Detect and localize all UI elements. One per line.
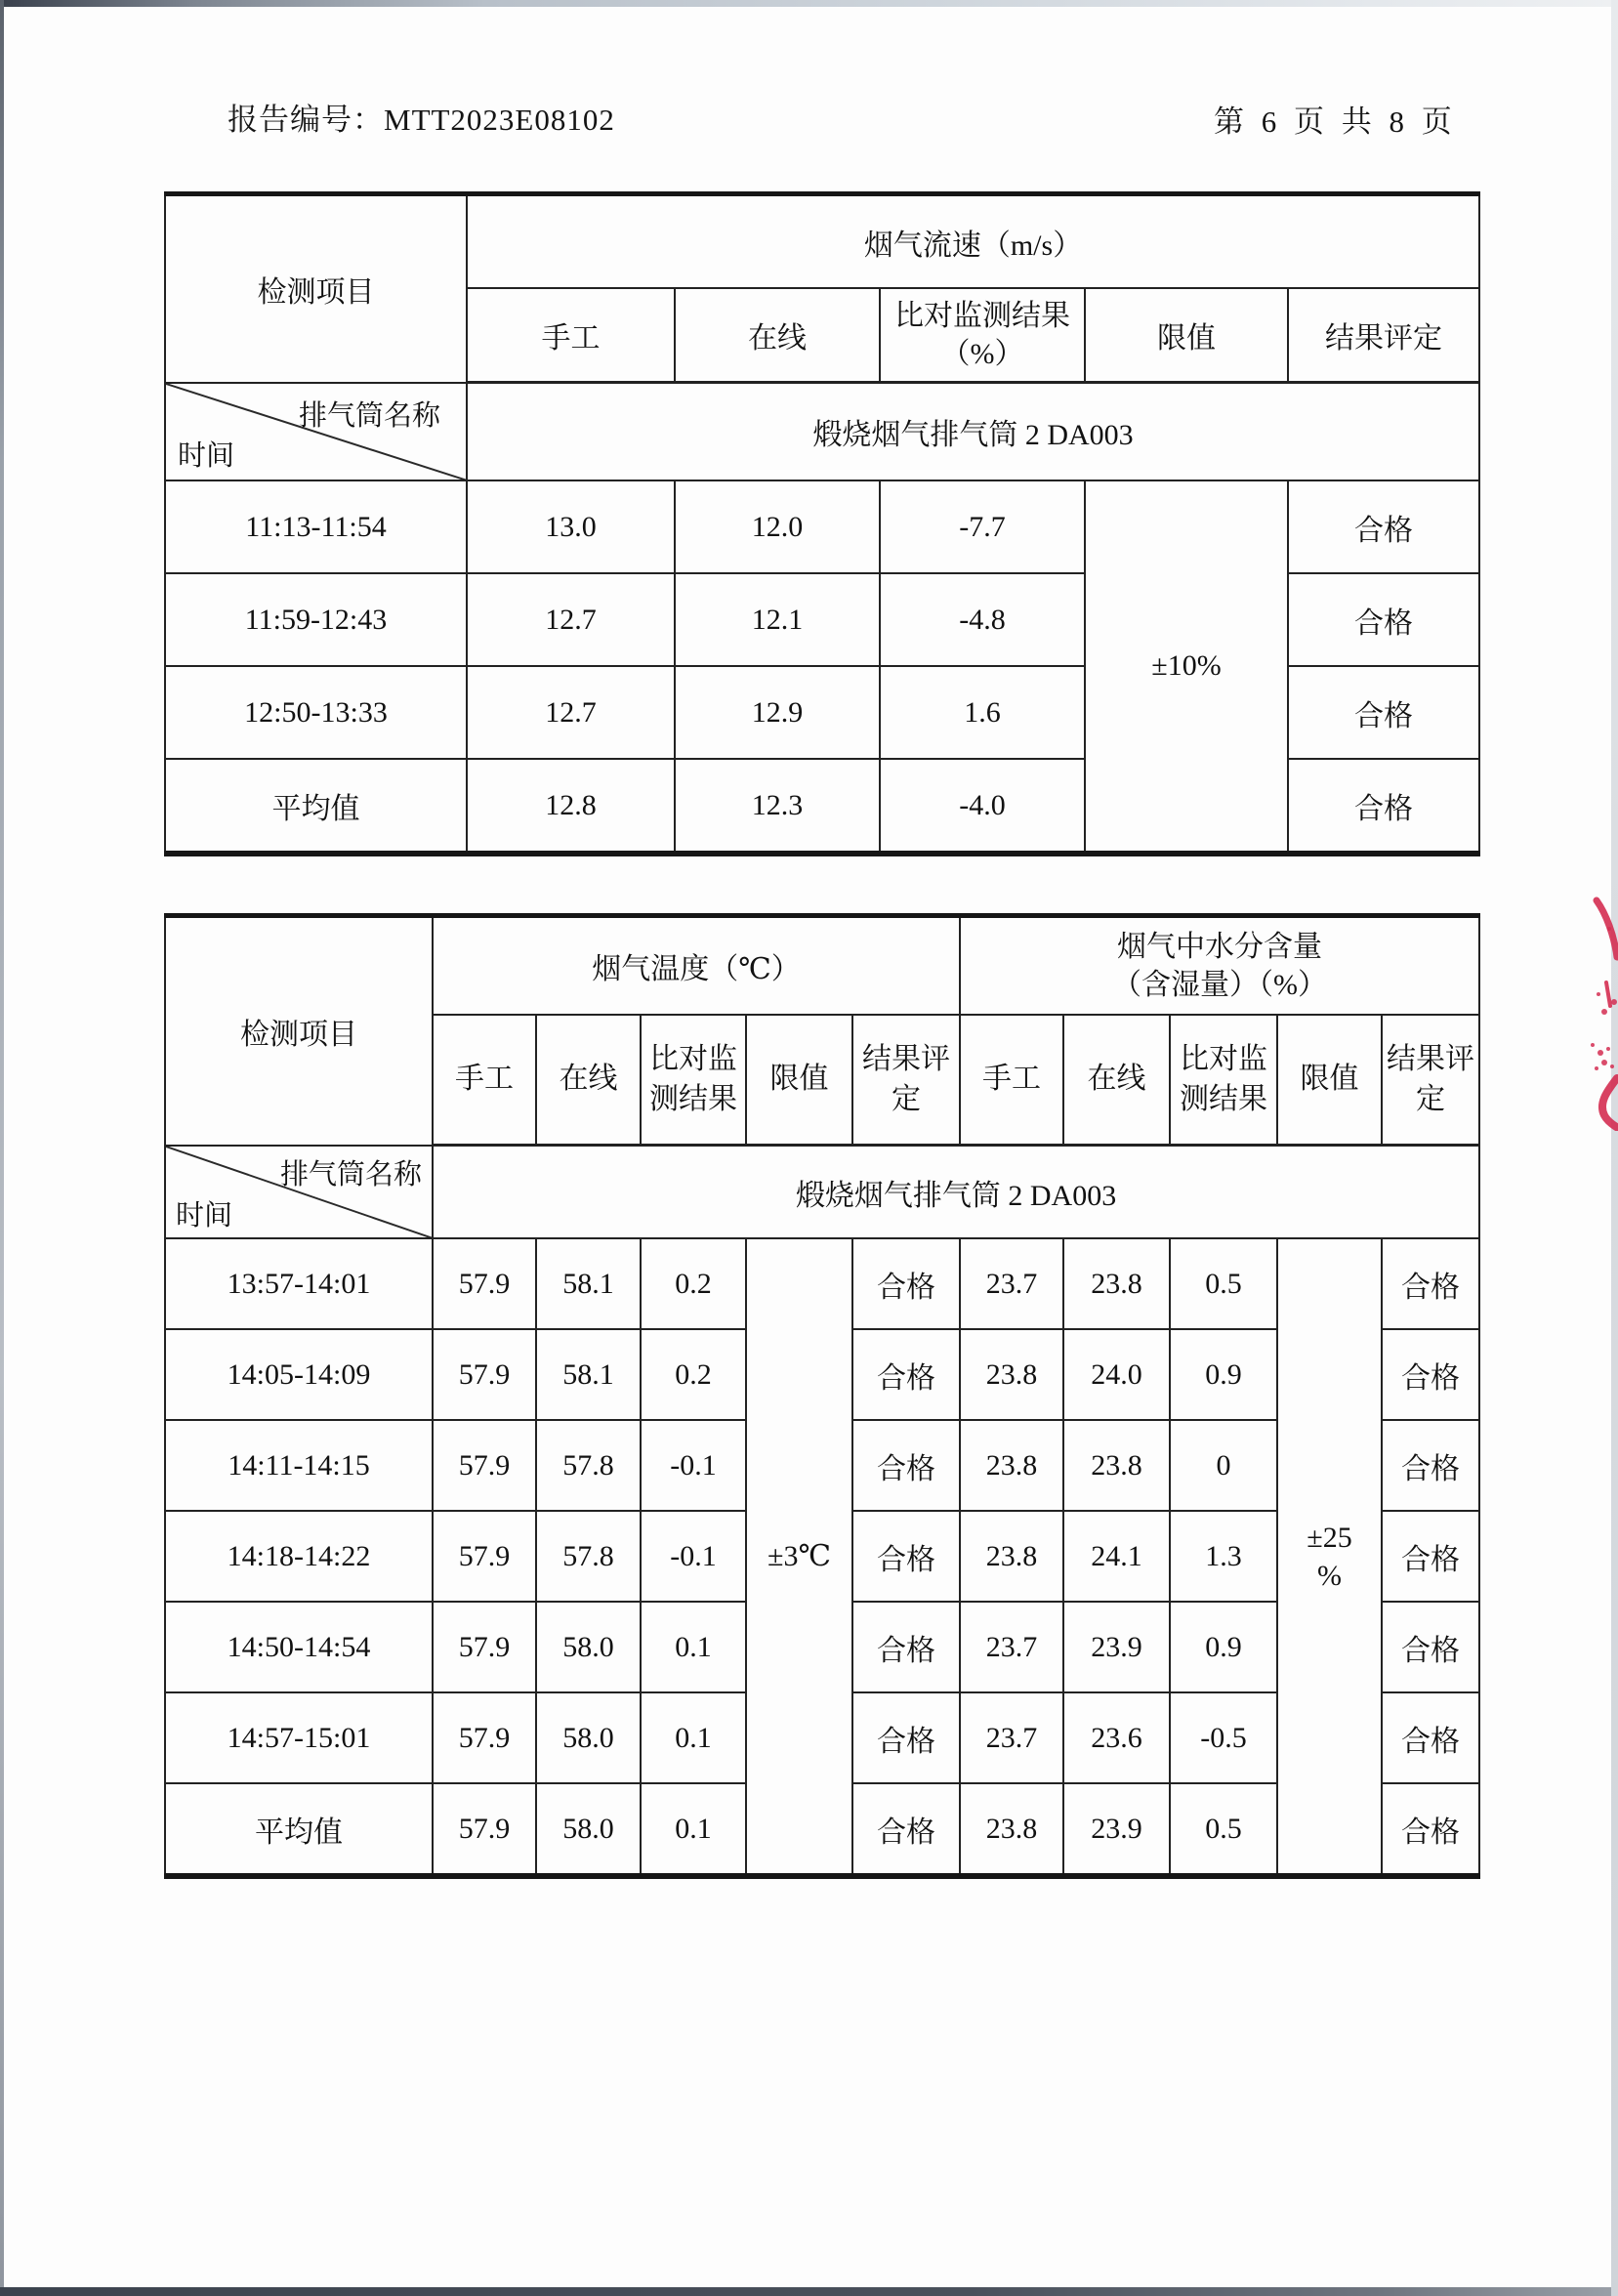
time-cell: 14:11-14:15	[165, 1420, 433, 1511]
result-value: 合格	[1288, 759, 1479, 854]
manual-value: 12.7	[467, 573, 675, 666]
corner-header: 检测项目	[165, 194, 467, 383]
moisture-limit-line2: %	[1317, 1559, 1343, 1592]
moisture-header-line2: （含湿量）（%）	[1112, 969, 1328, 1001]
group-header-velocity: 烟气流速（m/s）	[467, 194, 1479, 289]
moisture-manual-value: 23.8	[960, 1511, 1063, 1602]
temp-manual-value: 57.9	[433, 1692, 536, 1783]
temp-manual-value: 57.9	[433, 1329, 536, 1420]
moisture-compare-value: 0.5	[1170, 1783, 1277, 1876]
red-ink-mark	[1585, 897, 1618, 1131]
time-cell: 11:59-12:43	[165, 573, 467, 666]
moisture-online-value: 24.0	[1063, 1329, 1170, 1420]
col-header-limit: 限值	[1085, 288, 1288, 383]
moisture-manual-value: 23.7	[960, 1692, 1063, 1783]
moisture-manual-value: 23.7	[960, 1238, 1063, 1329]
moisture-manual-value: 23.8	[960, 1420, 1063, 1511]
group-header-moisture	[960, 916, 1479, 1016]
time-cell: 14:18-14:22	[165, 1511, 433, 1602]
temp-result-value: 合格	[852, 1511, 960, 1602]
moisture-limit-line1: ±25	[1307, 1521, 1352, 1554]
compare-value: -7.7	[880, 480, 1085, 573]
online-value: 12.3	[675, 759, 880, 854]
temp-online-value: 58.1	[536, 1329, 641, 1420]
manual-value: 13.0	[467, 480, 675, 573]
moisture-online-value: 23.6	[1063, 1692, 1170, 1783]
col-header-assessment: 结果评定	[1382, 1015, 1479, 1146]
result-value: 合格	[1288, 480, 1479, 573]
temp-result-value: 合格	[852, 1238, 960, 1329]
col-header-compare-result: 比对监测结果	[641, 1015, 746, 1146]
diagonal-label-stack-name: 排气筒名称	[279, 1158, 422, 1190]
temp-online-value: 58.0	[536, 1783, 641, 1876]
moisture-result-value: 合格	[1382, 1692, 1479, 1783]
time-cell: 14:05-14:09	[165, 1329, 433, 1420]
temp-online-value: 58.0	[536, 1692, 641, 1783]
col-header-limit: 限值	[746, 1015, 852, 1146]
scan-edge-right	[1611, 0, 1618, 2296]
result-value: 合格	[1288, 666, 1479, 759]
temp-manual-value: 57.9	[433, 1420, 536, 1511]
col-header-manual: 手工	[433, 1015, 536, 1146]
time-cell: 14:50-14:54	[165, 1602, 433, 1692]
time-cell: 14:57-15:01	[165, 1692, 433, 1783]
moisture-compare-value: 0.9	[1170, 1602, 1277, 1692]
stack-name: 煅烧烟气排气筒 2 DA003	[433, 1146, 1479, 1239]
temp-online-value: 58.0	[536, 1602, 641, 1692]
diagonal-label-time: 时间	[176, 1200, 233, 1231]
moisture-online-value: 23.9	[1063, 1783, 1170, 1876]
moisture-limit-value	[1277, 1238, 1382, 1876]
moisture-online-value: 23.8	[1063, 1238, 1170, 1329]
col-header-manual: 手工	[960, 1015, 1063, 1146]
online-value: 12.0	[675, 480, 880, 573]
moisture-manual-value: 23.8	[960, 1329, 1063, 1420]
diagonal-header-cell	[165, 383, 467, 481]
page-indicator: 第 6 页 共 8 页	[1214, 104, 1457, 139]
manual-value: 12.7	[467, 666, 675, 759]
col-header-online: 在线	[536, 1015, 641, 1146]
temp-compare-value: -0.1	[641, 1511, 746, 1602]
col-header-online: 在线	[1063, 1015, 1170, 1146]
temp-online-value: 57.8	[536, 1420, 641, 1511]
scan-edge-left	[0, 0, 4, 2296]
moisture-result-value: 合格	[1382, 1602, 1479, 1692]
moisture-compare-value: 0.9	[1170, 1329, 1277, 1420]
temp-compare-value: 0.1	[641, 1602, 746, 1692]
group-header-temperature: 烟气温度（℃）	[433, 916, 960, 1016]
moisture-online-value: 23.9	[1063, 1602, 1170, 1692]
online-value: 12.1	[675, 573, 880, 666]
temp-compare-value: 0.2	[641, 1238, 746, 1329]
time-cell: 平均值	[165, 1783, 433, 1876]
moisture-result-value: 合格	[1382, 1420, 1479, 1511]
temp-manual-value: 57.9	[433, 1238, 536, 1329]
temp-limit-value: ±3℃	[746, 1238, 852, 1876]
compare-value: 1.6	[880, 666, 1085, 759]
col-header-assessment: 结果评定	[1288, 288, 1479, 383]
temp-compare-value: -0.1	[641, 1420, 746, 1511]
temp-compare-value: 0.2	[641, 1329, 746, 1420]
temp-compare-value: 0.1	[641, 1783, 746, 1876]
stack-name: 煅烧烟气排气筒 2 DA003	[467, 383, 1479, 481]
moisture-manual-value: 23.7	[960, 1602, 1063, 1692]
online-value: 12.9	[675, 666, 880, 759]
temp-online-value: 57.8	[536, 1511, 641, 1602]
col-header-manual: 手工	[467, 288, 675, 383]
diagonal-label-time: 时间	[178, 440, 235, 472]
temp-result-value: 合格	[852, 1783, 960, 1876]
col-header-assessment: 结果评定	[852, 1015, 960, 1146]
temp-compare-value: 0.1	[641, 1692, 746, 1783]
report-number: 报告编号：MTT2023E08102	[228, 103, 615, 137]
flue-gas-velocity-table	[164, 191, 1480, 856]
moisture-result-value: 合格	[1382, 1783, 1479, 1876]
moisture-result-value: 合格	[1382, 1329, 1479, 1420]
diagonal-header-cell	[165, 1146, 433, 1239]
moisture-compare-value: -0.5	[1170, 1692, 1277, 1783]
col-header-online: 在线	[675, 288, 880, 383]
moisture-result-value: 合格	[1382, 1238, 1479, 1329]
temp-result-value: 合格	[852, 1602, 960, 1692]
col-header-limit: 限值	[1277, 1015, 1382, 1146]
moisture-online-value: 23.8	[1063, 1420, 1170, 1511]
compare-value: -4.8	[880, 573, 1085, 666]
moisture-compare-value: 0.5	[1170, 1238, 1277, 1329]
time-cell: 11:13-11:54	[165, 480, 467, 573]
col-header-compare-result: 比对监测结果（%）	[880, 288, 1085, 383]
temperature-moisture-table	[164, 913, 1480, 1879]
temp-manual-value: 57.9	[433, 1783, 536, 1876]
scan-edge-bottom	[0, 2287, 1618, 2296]
manual-value: 12.8	[467, 759, 675, 854]
compare-value: -4.0	[880, 759, 1085, 854]
col-header-compare-result: 比对监测结果	[1170, 1015, 1277, 1146]
moisture-online-value: 24.1	[1063, 1511, 1170, 1602]
moisture-manual-value: 23.8	[960, 1783, 1063, 1876]
result-value: 合格	[1288, 573, 1479, 666]
moisture-compare-value: 1.3	[1170, 1511, 1277, 1602]
moisture-compare-value: 0	[1170, 1420, 1277, 1511]
time-cell: 12:50-13:33	[165, 666, 467, 759]
moisture-result-value: 合格	[1382, 1511, 1479, 1602]
temp-online-value: 58.1	[536, 1238, 641, 1329]
limit-value: ±10%	[1085, 480, 1288, 854]
corner-header: 检测项目	[165, 916, 433, 1146]
moisture-header-line1: 烟气中水分含量	[1117, 931, 1323, 963]
scan-edge-top	[0, 0, 1618, 7]
time-cell: 13:57-14:01	[165, 1238, 433, 1329]
temp-result-value: 合格	[852, 1329, 960, 1420]
temp-result-value: 合格	[852, 1420, 960, 1511]
temp-manual-value: 57.9	[433, 1511, 536, 1602]
time-cell: 平均值	[165, 759, 467, 854]
diagonal-label-stack-name: 排气筒名称	[298, 399, 440, 432]
temp-result-value: 合格	[852, 1692, 960, 1783]
temp-manual-value: 57.9	[433, 1602, 536, 1692]
